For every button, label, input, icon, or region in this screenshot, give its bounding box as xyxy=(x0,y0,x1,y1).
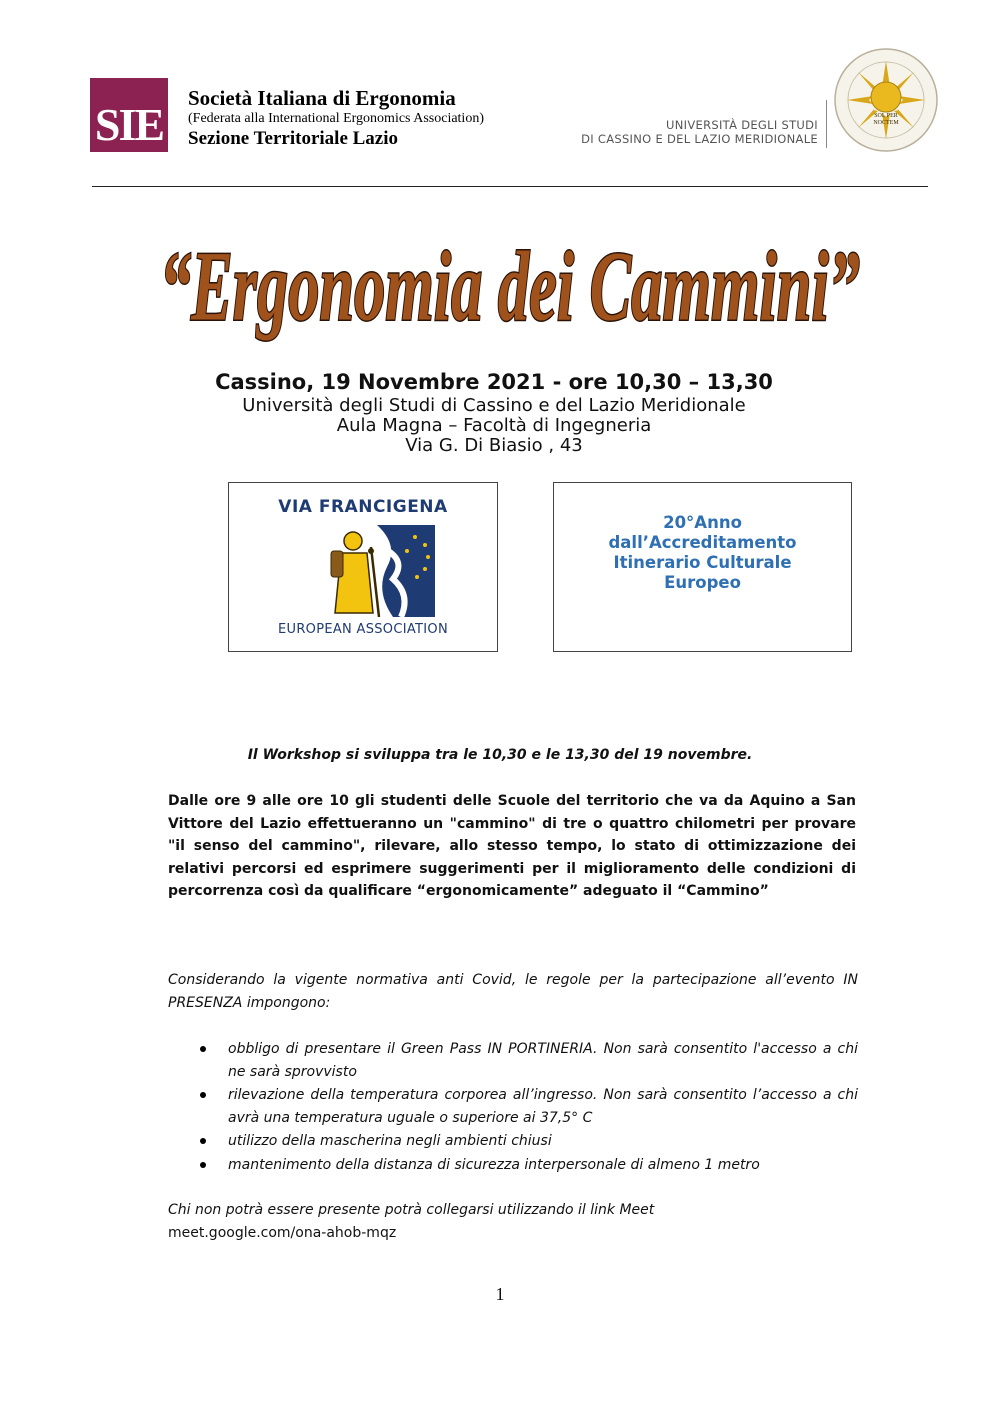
list-item xyxy=(168,1154,858,1177)
page-number: 1 xyxy=(495,1284,505,1304)
anniversary-line-2: dall’Accreditamento xyxy=(608,533,797,552)
venue-line-1: Università degli Studi di Cassino e del Lazio Meridionale xyxy=(242,395,746,416)
anniversary-text xyxy=(554,513,851,593)
bullet-icon xyxy=(200,1092,206,1098)
covid-rules-list xyxy=(168,1038,858,1177)
main-title xyxy=(150,218,870,358)
university-divider xyxy=(826,100,827,148)
section-name: Sezione Territoriale Lazio xyxy=(188,128,399,149)
bullet-icon xyxy=(200,1162,206,1168)
federation-note: (Federata alla International Ergonomics Association) xyxy=(188,111,484,126)
covid-intro: Considerando la vigente normativa anti Covid, le regole per la partecipazione all’evento IN PRESENZA impongono: xyxy=(168,972,858,1011)
event-when: Cassino, 19 Novembre 2021 - ore 10,30 – 13,30 xyxy=(215,370,773,394)
via-francigena-subtitle: EUROPEAN ASSOCIATION xyxy=(278,622,448,637)
sie-logo-text: SIE xyxy=(94,99,164,150)
bullet-icon xyxy=(200,1046,206,1052)
seal-motto-2: NOCTEM xyxy=(873,120,899,126)
event-info xyxy=(150,368,838,456)
students-paragraph: Dalle ore 9 alle ore 10 gli studenti delle Scuole del territorio che va da Aquino a San Vittore del Lazio effettueranno un "cammino" di tre o quattro chilometri per provare "il senso del cammino", rilevare, allo stesso tempo, lo stato di ottimizzazione dei relativi percorsi ed esprimere suggerimenti per il miglioramento delle condizioni di percorrenza così da qualificare “ergonomicamente” adeguato il “Cammino” xyxy=(168,793,856,899)
venue-line-2: Aula Magna – Facoltà di Ingegneria xyxy=(336,415,652,436)
list-item xyxy=(168,1038,858,1083)
rule-text: mantenimento della distanza di sicurezza interpersonale di almeno 1 metro xyxy=(228,1156,760,1173)
via-francigena-title: VIA FRANCIGENA xyxy=(278,497,448,517)
university-line-1: UNIVERSITÀ DEGLI STUDI xyxy=(666,118,818,132)
rule-text: rilevazione della temperatura corporea all’ingresso. Non sarà consentito l’accesso a chi avrà una temperatura uguale o superiore ai 37,5° C xyxy=(228,1087,858,1126)
rule-text: obbligo di presentare il Green Pass IN PORTINERIA. Non sarà consentito l'accesso a chi ne sarà sprovvisto xyxy=(228,1041,858,1080)
pilgrim-icon xyxy=(315,521,445,621)
remote-note: Chi non potrà essere presente potrà collegarsi utilizzando il link Meet xyxy=(168,1202,655,1218)
meet-link[interactable]: meet.google.com/ona-ahob-mqz xyxy=(168,1225,397,1241)
society-block xyxy=(188,86,484,150)
sie-logo xyxy=(90,78,168,152)
bullet-icon xyxy=(200,1138,206,1144)
anniversary-box xyxy=(553,482,852,652)
list-item xyxy=(168,1130,858,1153)
university-name xyxy=(520,118,818,146)
list-item xyxy=(168,1084,858,1129)
society-name: Società Italiana di Ergonomia xyxy=(188,86,456,110)
via-francigena-logo-box xyxy=(228,482,498,652)
anniversary-line-3: Itinerario Culturale xyxy=(613,553,792,572)
venue-line-3: Via G. Di Biasio , 43 xyxy=(405,435,583,456)
university-seal-icon xyxy=(833,47,939,153)
university-line-2: DI CASSINO E DEL LAZIO MERIDIONALE xyxy=(581,132,818,146)
main-title-text: “Ergonomia dei Cammini” xyxy=(159,231,860,342)
anniversary-line-4: Europeo xyxy=(664,573,741,592)
workshop-time: Il Workshop si sviluppa tra le 10,30 e le 13,30 del 19 novembre. xyxy=(247,747,753,763)
seal-motto-1: SOL PER xyxy=(874,113,898,119)
header-rule xyxy=(92,186,928,187)
anniversary-line-1: 20°Anno xyxy=(663,513,742,532)
rule-text: utilizzo della mascherina negli ambienti chiusi xyxy=(228,1133,552,1149)
